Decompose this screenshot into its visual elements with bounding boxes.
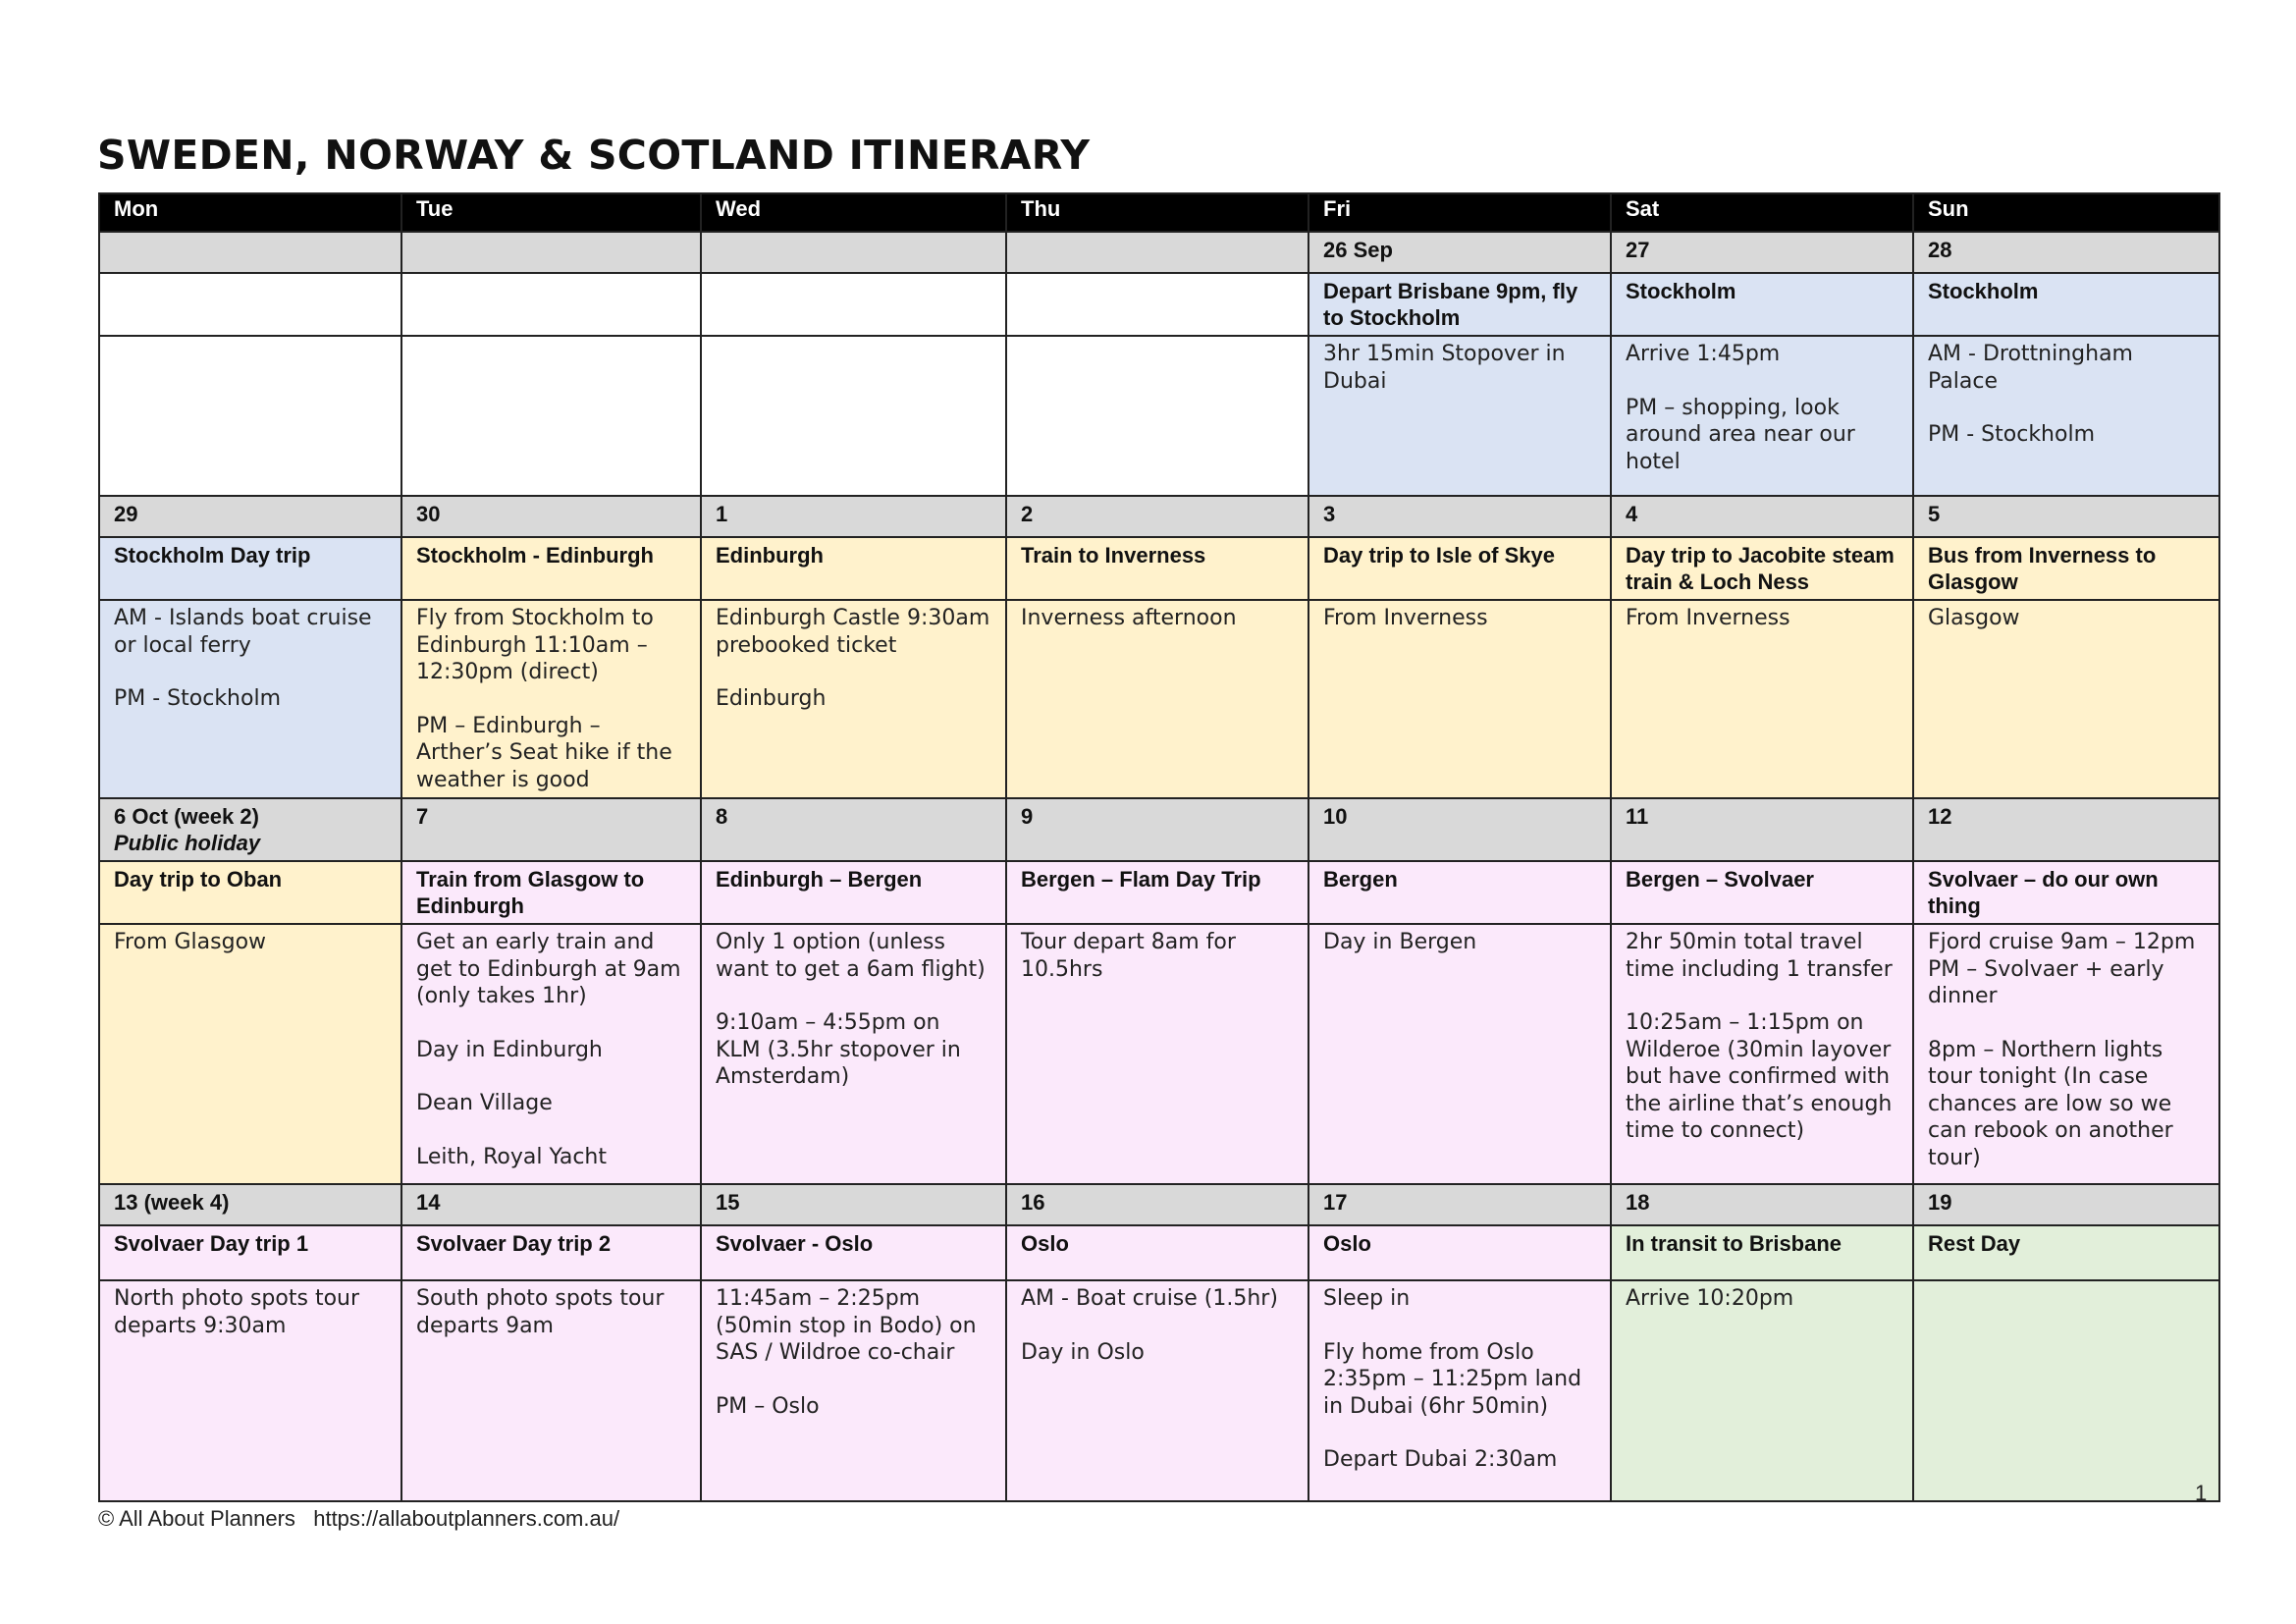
day-details [99,600,401,798]
date-label: 13 (week 4) [114,1190,230,1215]
day-heading: Oslo [1308,1225,1611,1280]
detail-line: Get an early train and get to Edinburgh at 9am (only takes 1hr) [416,930,681,1008]
date-cell [1308,232,1611,273]
day-heading: Train to Inverness [1006,537,1308,600]
detail-line: Arrive 10:20pm [1626,1286,1794,1311]
day-heading: Bergen – Svolvaer [1611,861,1913,924]
date-label: 17 [1323,1190,1348,1215]
detail-line: AM - Drottningham Palace [1928,342,2133,394]
detail-line: Dean Village [416,1091,553,1115]
date-label: 2 [1021,502,1034,526]
day-heading: Depart Brisbane 9pm, fly to Stockholm [1308,273,1611,336]
detail-spacer [114,659,387,685]
day-heading: Svolvaer - Oslo [701,1225,1006,1280]
date-cell [401,798,701,861]
date-label: 5 [1928,502,1941,526]
day-heading: Train from Glasgow to Edinburgh [401,861,701,924]
day-details [401,600,701,798]
day-heading: In transit to Brisbane [1611,1225,1913,1280]
date-label [114,237,387,263]
day-heading: Day trip to Jacobite steam train & Loch Ness [1611,537,1913,600]
detail-spacer [1928,1010,2205,1037]
date-cell [701,1184,1006,1225]
date-label: 30 [416,502,441,526]
footer-credit: © All About Planners https://allaboutplanners.com.au/ [98,1506,620,1531]
detail-line: South photo spots tour departs 9am [416,1286,665,1338]
detail-row [99,336,2219,496]
day-details [1611,336,1913,496]
detail-line: Edinburgh [716,686,827,711]
detail-line: 11:45am – 2:25pm (50min stop in Bodo) on SAS / Wildroe co-chair [716,1286,977,1365]
day-heading: Stockholm [1913,273,2219,336]
page-title: SWEDEN, NORWAY & SCOTLAND ITINERARY [97,132,1091,179]
detail-spacer [1626,983,1898,1009]
detail-line: Day in Edinburgh [416,1037,603,1062]
date-row [99,1184,2219,1225]
weekday-tue: Tue [401,193,701,232]
detail-line: 2hr 50min total travel time including 1 transfer [1626,930,1893,982]
day-heading [401,273,701,336]
detail-line: AM - Boat cruise (1.5hr) [1021,1286,1278,1311]
detail-line: AM - Islands boat cruise or local ferry [114,606,372,658]
detail-line: 10:25am – 1:15pm on Wilderoe (30min layover but have confirmed with the airline that’s enough time to connect) [1626,1010,1893,1143]
detail-spacer [416,1117,686,1144]
day-details [1913,600,2219,798]
date-label: 12 [1928,804,1952,829]
date-label: 1 [716,502,728,526]
detail-row [99,1280,2219,1501]
day-details [1308,600,1611,798]
detail-line: PM - Stockholm [1928,422,2096,447]
day-heading [701,273,1006,336]
date-cell [99,232,401,273]
day-details [401,1280,701,1501]
date-note: Public holiday [114,831,261,855]
date-label: 26 Sep [1323,238,1393,262]
detail-spacer [1928,395,2205,421]
date-cell [1913,232,2219,273]
date-label [716,237,991,263]
detail-spacer [1021,1313,1294,1339]
day-details [401,924,701,1184]
day-heading: Oslo [1006,1225,1308,1280]
day-heading: Rest Day [1913,1225,2219,1280]
detail-line: Leith, Royal Yacht [416,1144,607,1169]
date-cell [1006,232,1308,273]
day-heading [1006,273,1308,336]
detail-line: PM – Edinburgh – Arther’s Seat hike if the weather is good [416,713,672,792]
day-heading: Bergen [1308,861,1611,924]
date-label [416,237,686,263]
detail-spacer [716,1367,991,1393]
date-label: 27 [1626,238,1650,262]
date-cell [401,232,701,273]
page-number: 1 [2195,1481,2208,1505]
day-heading: Svolvaer – do our own thing [1913,861,2219,924]
day-details [1006,1280,1308,1501]
day-details [701,1280,1006,1501]
date-label: 11 [1626,804,1649,829]
date-label: 9 [1021,804,1034,829]
day-details [1611,1280,1913,1501]
detail-line: From Inverness [1626,606,1790,630]
day-details [99,924,401,1184]
detail-line: From Glasgow [114,930,267,954]
weekday-sun: Sun [1913,193,2219,232]
date-cell [1006,496,1308,537]
weekday-thu: Thu [1006,193,1308,232]
day-details [1913,1280,2219,1501]
date-cell [1611,798,1913,861]
date-cell [1006,1184,1308,1225]
date-cell [1308,496,1611,537]
weekday-sat: Sat [1611,193,1913,232]
date-label: 14 [416,1190,441,1215]
detail-line: Depart Dubai 2:30am [1323,1447,1558,1472]
date-cell [99,798,401,861]
day-details [1611,600,1913,798]
detail-spacer [1323,1313,1596,1339]
date-cell [1611,232,1913,273]
date-row [99,496,2219,537]
day-details [1308,924,1611,1184]
detail-line: Fly from Stockholm to Edinburgh 11:10am – 12:30pm (direct) [416,606,654,684]
detail-spacer [1323,1420,1596,1446]
day-heading: Edinburgh [701,537,1006,600]
detail-line: Inverness afternoon [1021,606,1237,630]
date-label: 10 [1323,804,1348,829]
detail-line: From Inverness [1323,606,1488,630]
day-heading: Edinburgh – Bergen [701,861,1006,924]
date-cell [1611,496,1913,537]
detail-spacer [416,686,686,713]
date-row [99,798,2219,861]
weekday-fri: Fri [1308,193,1611,232]
detail-line: PM – Oslo [716,1393,820,1419]
day-details [401,336,701,496]
detail-line: Edinburgh Castle 9:30am prebooked ticket [716,606,990,658]
date-label: 18 [1626,1190,1650,1215]
date-cell [701,798,1006,861]
day-heading: Bergen – Flam Day Trip [1006,861,1308,924]
day-heading: Svolvaer Day trip 2 [401,1225,701,1280]
date-cell [401,1184,701,1225]
day-details [1308,1280,1611,1501]
date-label: 8 [716,804,728,829]
date-label: 4 [1626,502,1638,526]
detail-line: 8pm – Northern lights tour tonight (In case chances are low so we can rebook on another tour) [1928,1037,2173,1170]
date-cell [1913,1184,2219,1225]
day-details [701,336,1006,496]
day-details [1913,336,2219,496]
weekday-header-row [99,193,2219,232]
day-heading: Stockholm Day trip [99,537,401,600]
detail-line: Glasgow [1928,606,2020,630]
date-label: 19 [1928,1190,1952,1215]
day-details [1006,336,1308,496]
day-details [1006,600,1308,798]
day-heading: Day trip to Oban [99,861,401,924]
detail-line: Day in Bergen [1323,930,1477,954]
day-details [701,600,1006,798]
date-cell [701,496,1006,537]
heading-row [99,537,2219,600]
date-label: 7 [416,804,429,829]
day-details [1006,924,1308,1184]
day-heading: Stockholm [1611,273,1913,336]
heading-row [99,1225,2219,1280]
date-cell [1913,496,2219,537]
detail-spacer [416,1063,686,1090]
day-details [99,336,401,496]
date-label [1021,237,1294,263]
detail-spacer [416,1010,686,1037]
date-label: 29 [114,502,138,526]
heading-row [99,273,2219,336]
date-label: 3 [1323,502,1336,526]
detail-line: Only 1 option (unless want to get a 6am flight) [716,930,986,982]
date-cell [99,1184,401,1225]
day-heading [99,273,401,336]
day-heading: Bus from Inverness to Glasgow [1913,537,2219,600]
day-heading: Day trip to Isle of Skye [1308,537,1611,600]
date-cell [1006,798,1308,861]
date-cell [1913,798,2219,861]
detail-line: Arrive 1:45pm [1626,342,1781,366]
detail-row [99,600,2219,798]
detail-line: Tour depart 8am for 10.5hrs [1021,930,1236,982]
detail-line: 3hr 15min Stopover in Dubai [1323,342,1566,394]
detail-line: 9:10am – 4:55pm on KLM (3.5hr stopover in Amsterdam) [716,1010,961,1089]
detail-line: Sleep in [1323,1286,1411,1311]
weekday-wed: Wed [701,193,1006,232]
detail-line: Fjord cruise 9am – 12pm [1928,930,2196,954]
date-label: 15 [716,1190,740,1215]
date-label: 6 Oct (week 2) [114,804,259,829]
date-cell [99,496,401,537]
date-label: 16 [1021,1190,1045,1215]
date-cell [1308,798,1611,861]
detail-spacer [1626,368,1898,395]
detail-spacer [716,983,991,1009]
date-cell [701,232,1006,273]
weekday-mon: Mon [99,193,401,232]
detail-line: Day in Oslo [1021,1339,1145,1365]
detail-row [99,924,2219,1184]
detail-spacer [716,659,991,685]
date-cell [1308,1184,1611,1225]
detail-line: PM – shopping, look around area near our hotel [1626,395,1855,474]
day-heading: Svolvaer Day trip 1 [99,1225,401,1280]
itinerary-calendar [98,192,2220,1502]
detail-line: Fly home from Oslo 2:35pm – 11:25pm land in Dubai (6hr 50min) [1323,1339,1582,1419]
day-details [99,1280,401,1501]
day-details [701,924,1006,1184]
date-cell [1611,1184,1913,1225]
day-details [1611,924,1913,1184]
detail-line: North photo spots tour departs 9:30am [114,1286,360,1338]
detail-line: PM – Svolvaer + early dinner [1928,956,2164,1008]
date-row [99,232,2219,273]
date-cell [401,496,701,537]
heading-row [99,861,2219,924]
date-label: 28 [1928,238,1952,262]
day-heading: Stockholm - Edinburgh [401,537,701,600]
detail-line: PM - Stockholm [114,686,282,711]
day-details [1913,924,2219,1184]
day-details [1308,336,1611,496]
